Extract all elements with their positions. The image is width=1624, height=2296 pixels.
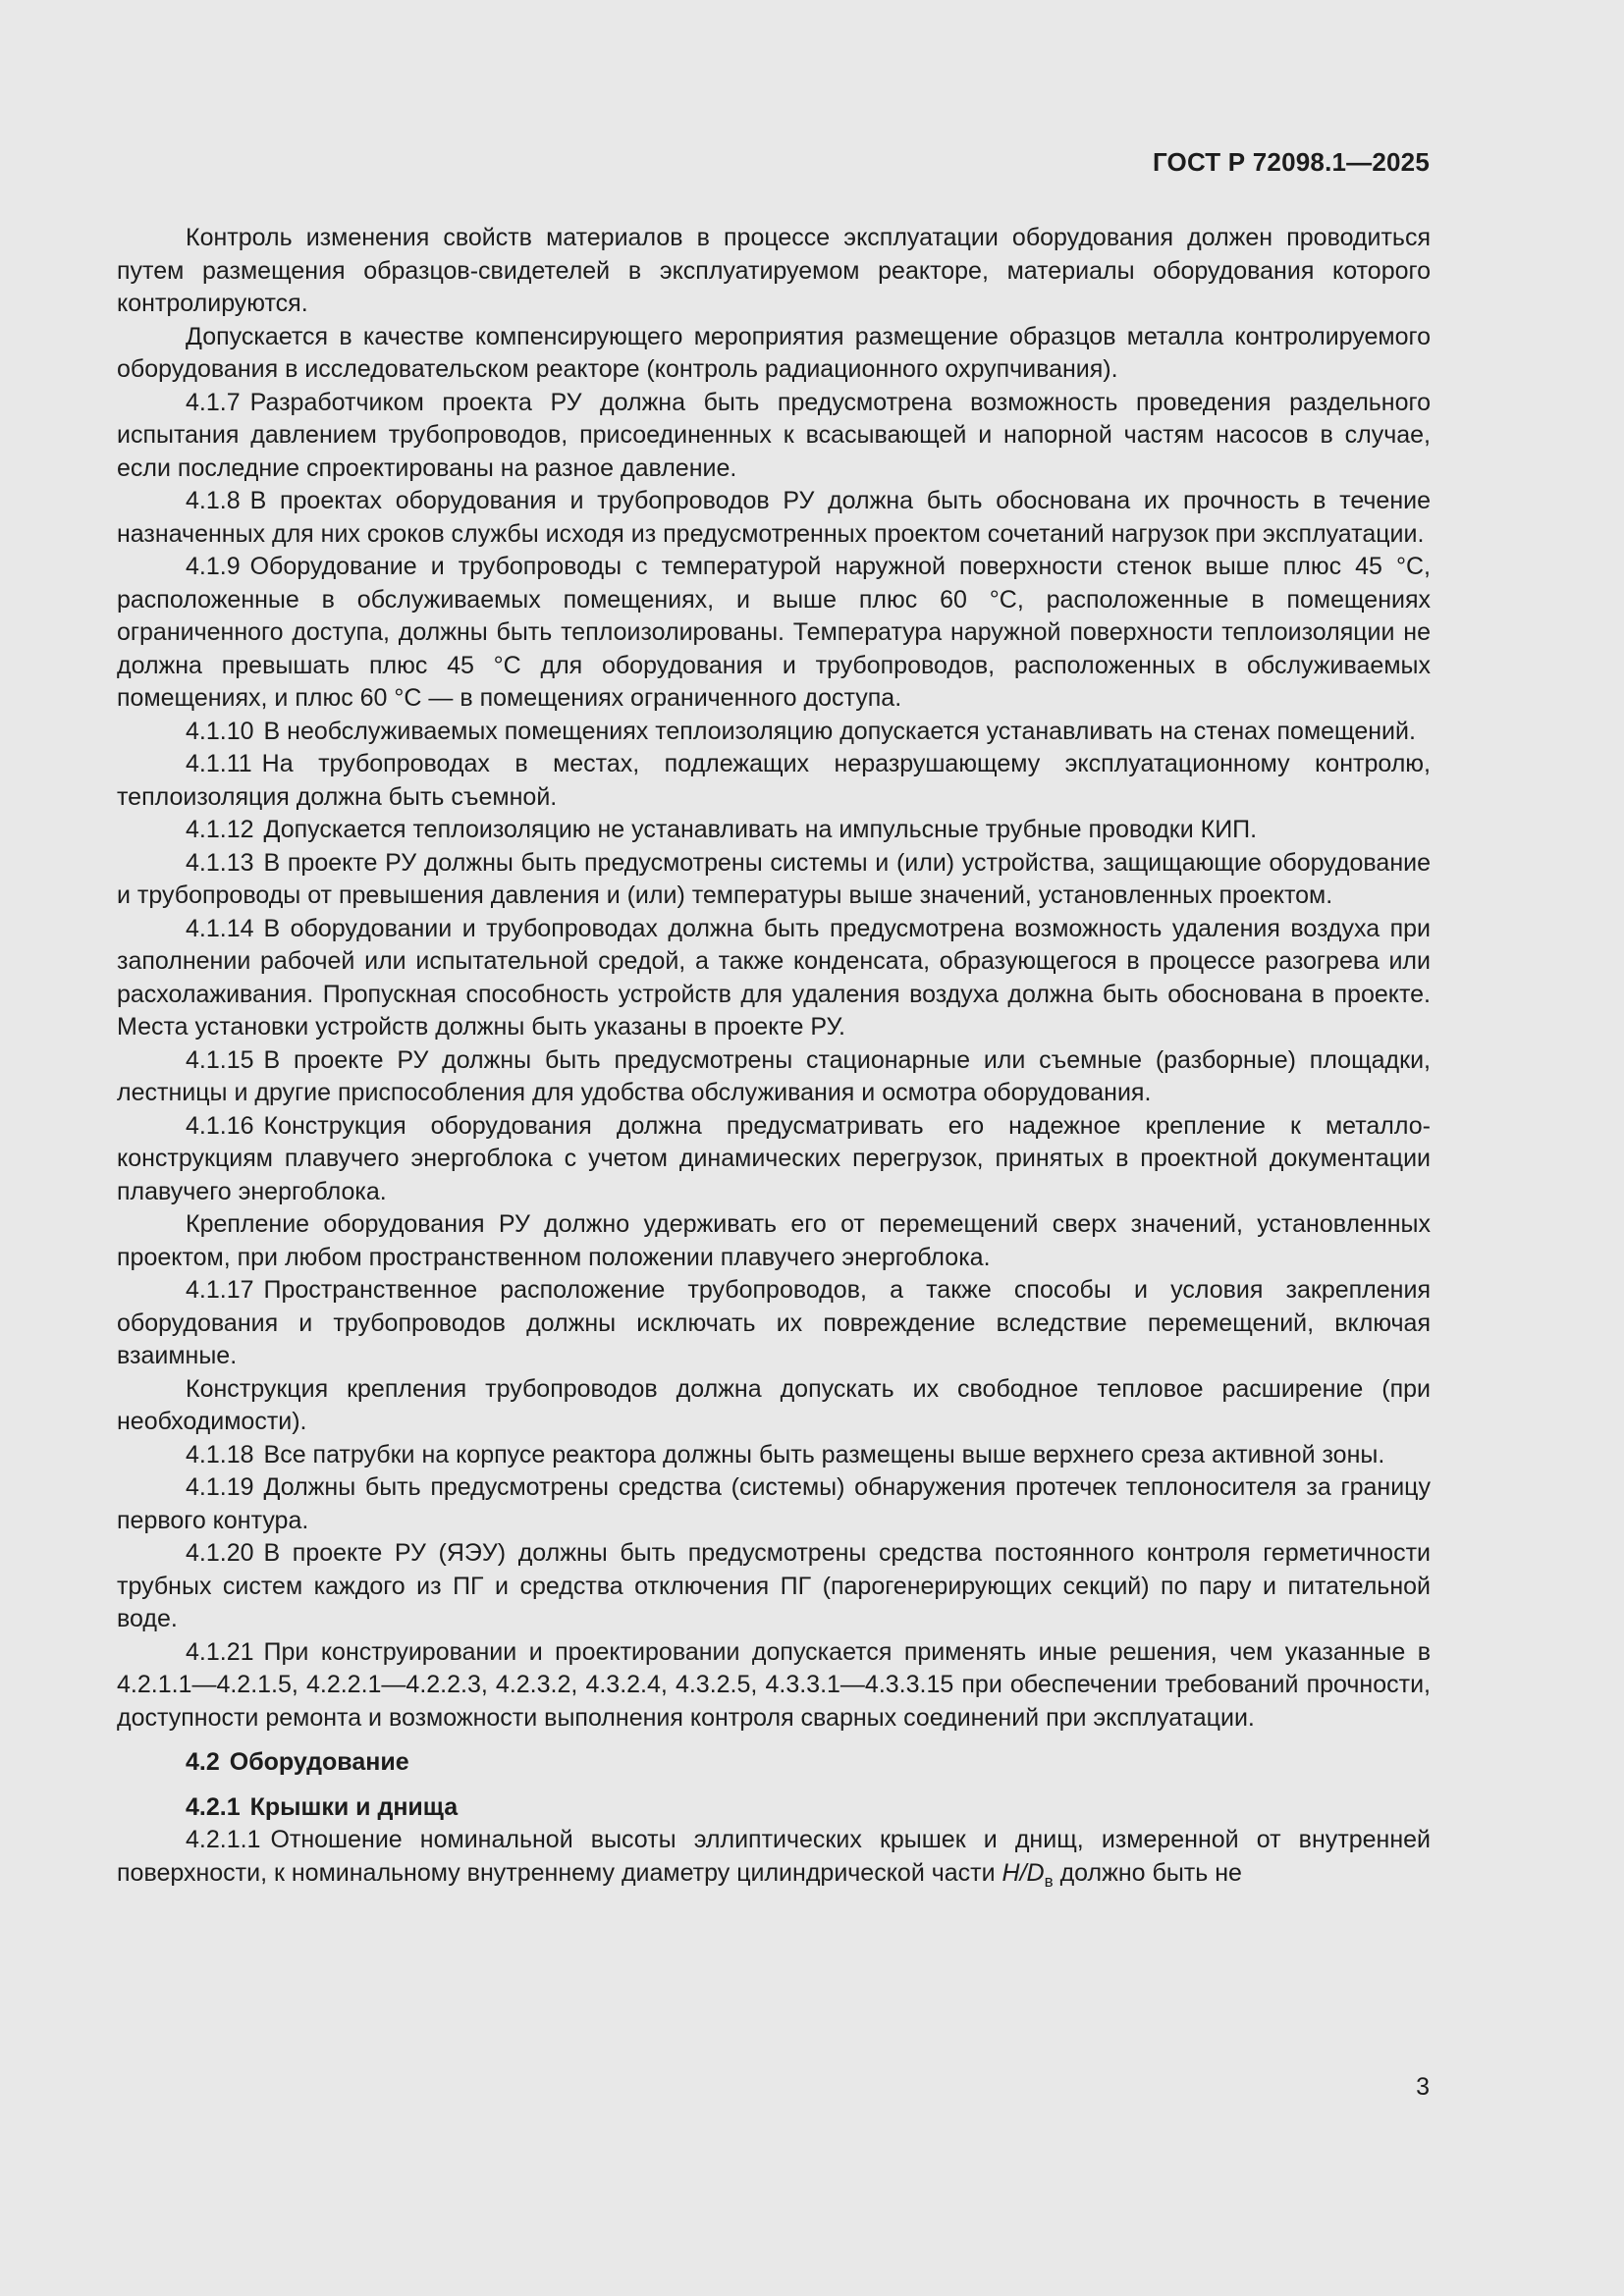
paragraph — [117, 551, 1431, 716]
clause-text: В необслуживаемых помещениях теплоизоляцию допускается устанавливать на стенах помещений. — [263, 717, 1416, 745]
clause-number: 4.1.12 — [186, 816, 254, 843]
paragraph — [117, 913, 1431, 1044]
clause-number: 4.1.16 — [186, 1111, 254, 1140]
subsection-heading-4-2-1 — [117, 1791, 1431, 1825]
formula-subscript: в — [1044, 1871, 1054, 1891]
clause-text: Отношение номинальной высоты эллиптических крышек и днищ, измеренной от внутренней поверхности, к номинальному внутреннему диаметру цилиндрической части — [117, 1826, 1431, 1887]
clause-text: Допускается теплоизоляцию не устанавливать на импульсные трубные проводки КИП. — [263, 816, 1258, 843]
clause-text-end: должно быть не — [1053, 1858, 1242, 1887]
clause-number: 4.1.20 — [186, 1539, 254, 1567]
paragraph — [117, 814, 1431, 847]
clause-number: 4.1.11 — [186, 750, 252, 777]
paragraph — [117, 485, 1431, 551]
clause-text: Пространственное расположение трубопроводов, а также способы и условия закрепления оборудования и трубопроводов должны исключать их повреждение вследствие перемещений, включая взаимные. — [117, 1276, 1431, 1369]
section-heading-4-2 — [117, 1746, 1431, 1780]
paragraph — [117, 1373, 1431, 1439]
paragraph — [117, 387, 1431, 486]
clause-text: В оборудовании и трубопроводах должна быть предусмотрена возможность удаления воздуха при заполнении рабочей или испытательной средой, а также конденсата, образующегося в процессе разогрева или расхолаживания. Пропускная способность устройств для удаления воздуха должна быть обоснована в проекте. Места установки устройств должны быть указаны в проекте РУ. — [117, 914, 1431, 1041]
paragraph-list — [117, 222, 1431, 1735]
subsection-number: 4.2.1 — [186, 1792, 241, 1821]
paragraph — [117, 222, 1431, 321]
clause-number: 4.1.21 — [186, 1637, 254, 1666]
clause-number: 4.1.17 — [186, 1276, 254, 1304]
clause-text: Контроль изменения свойств материалов в процессе эксплуатации оборудования должен проводиться путем размещения образцов-свидетелей в эксплуатируемом реакторе, материалы оборудования которого контролируются. — [117, 224, 1431, 317]
clause-number: 4.1.10 — [186, 717, 254, 745]
paragraph-4-2-1-1 — [117, 1824, 1431, 1890]
section-number: 4.2 — [186, 1748, 220, 1776]
clause-number: 4.1.13 — [186, 848, 254, 877]
paragraph — [117, 1537, 1431, 1636]
clause-number: 4.2.1.1 — [186, 1826, 261, 1853]
clause-text: В проектах оборудования и трубопроводов РУ должна быть обоснована их прочность в течение назначенных для них сроков службы исходя из предусмотренных проектом сочетаний нагрузок при эксплуатации. — [117, 487, 1431, 548]
paragraph — [117, 1044, 1431, 1110]
paragraph — [117, 1636, 1431, 1735]
paragraph — [117, 1110, 1431, 1209]
clause-text: В проекте РУ (ЯЭУ) должны быть предусмотрены средства постоянного контроля герметичности трубных систем каждого из ПГ и средства отключения ПГ (парогенерирующих секций) по пару и питательной воде. — [117, 1539, 1431, 1632]
clause-text: Конструкция оборудования должна предусматривать его надежное крепление к металлоконструкциям плавучего энергоблока с учетом динамических перегрузок, принятых в проектной документации плавучего энергоблока. — [117, 1111, 1431, 1205]
paragraph — [117, 1471, 1431, 1537]
clause-number: 4.1.7 — [186, 388, 241, 416]
clause-text: В проекте РУ должны быть предусмотрены системы и (или) устройства, защищающие оборудование и трубопроводы от превышения давления и (или) температуры выше значений, установленных проектом. — [117, 848, 1431, 909]
clause-text: Допускается в качестве компенсирующего мероприятия размещение образцов металла контролируемого оборудования в исследовательском реакторе (контроль радиационного охрупчивания). — [117, 322, 1431, 383]
paragraph — [117, 321, 1431, 387]
paragraph — [117, 1439, 1431, 1472]
clause-text: Крепление оборудования РУ должно удерживать его от перемещений сверх значений, установленных проектом, при любом пространственном положении плавучего энергоблока. — [117, 1210, 1431, 1271]
subsection-title: Крышки и днища — [249, 1792, 459, 1821]
clause-text: Должны быть предусмотрены средства (системы) обнаружения протечек теплоносителя за границу первого контура. — [117, 1473, 1431, 1534]
clause-number: 4.1.19 — [186, 1473, 254, 1501]
section-title: Оборудование — [229, 1748, 409, 1776]
clause-text: При конструировании и проектировании допускается применять иные решения, чем указанные в 4.2.1.1—4.2.1.5, 4.2.2.1—4.2.2.3, 4.2.3.2, 4.3.2.4, 4.3.2.5, 4.3.3.1—4.3.3.15 при обеспечении требований прочности, доступности ремонта и возможности выполнения контроля сварных соединений при эксплуатации. — [117, 1637, 1431, 1732]
clause-number: 4.1.18 — [186, 1440, 254, 1468]
paragraph — [117, 716, 1431, 749]
clause-text: Все патрубки на корпусе реактора должны быть размещены выше верхнего среза активной зоны. — [263, 1440, 1385, 1468]
document-body — [117, 222, 1431, 1890]
clause-text: Конструкция крепления трубопроводов должна допускать их свободное тепловое расширение (при необходимости). — [117, 1374, 1431, 1435]
clause-text: Оборудование и трубопроводы с температурой наружной поверхности стенок выше плюс 45 °С, расположенные в обслуживаемых помещениях, и выше плюс 60 °С, расположенные в помещениях ограниченного доступа, должны быть теплоизолированы. Температура наружной поверхности теплоизоляции не должна превышать плюс 45 °С для оборудования и трубопроводов, расположенных в обслуживаемых помещениях, и плюс 60 °С — в помещениях ограниченного доступа. — [117, 553, 1431, 712]
clause-text: На трубопроводах в местах, подлежащих неразрушающему эксплуатационному контролю, теплоизоляция должна быть съемной. — [117, 750, 1431, 811]
clause-text: В проекте РУ должны быть предусмотрены стационарные или съемные (разборные) площадки, лестницы и другие приспособления для удобства обслуживания и осмотра оборудования. — [117, 1045, 1431, 1106]
document-code: ГОСТ Р 72098.1—2025 — [1152, 147, 1430, 177]
clause-number: 4.1.14 — [186, 914, 254, 942]
paragraph — [117, 748, 1431, 814]
paragraph — [117, 1208, 1431, 1274]
paragraph — [117, 1274, 1431, 1373]
clause-number: 4.1.15 — [186, 1045, 254, 1074]
paragraph — [117, 847, 1431, 913]
formula-variable: H/D — [1001, 1858, 1045, 1887]
clause-text: Разработчиком проекта РУ должна быть предусмотрена возможность проведения раздельного испытания давлением трубопроводов, присоединенных к всасывающей и напорной частям насосов в случае, если последние спроектированы на разное давление. — [117, 388, 1431, 482]
clause-number: 4.1.9 — [186, 553, 241, 580]
clause-number: 4.1.8 — [186, 487, 241, 514]
page-number: 3 — [1416, 2073, 1430, 2101]
